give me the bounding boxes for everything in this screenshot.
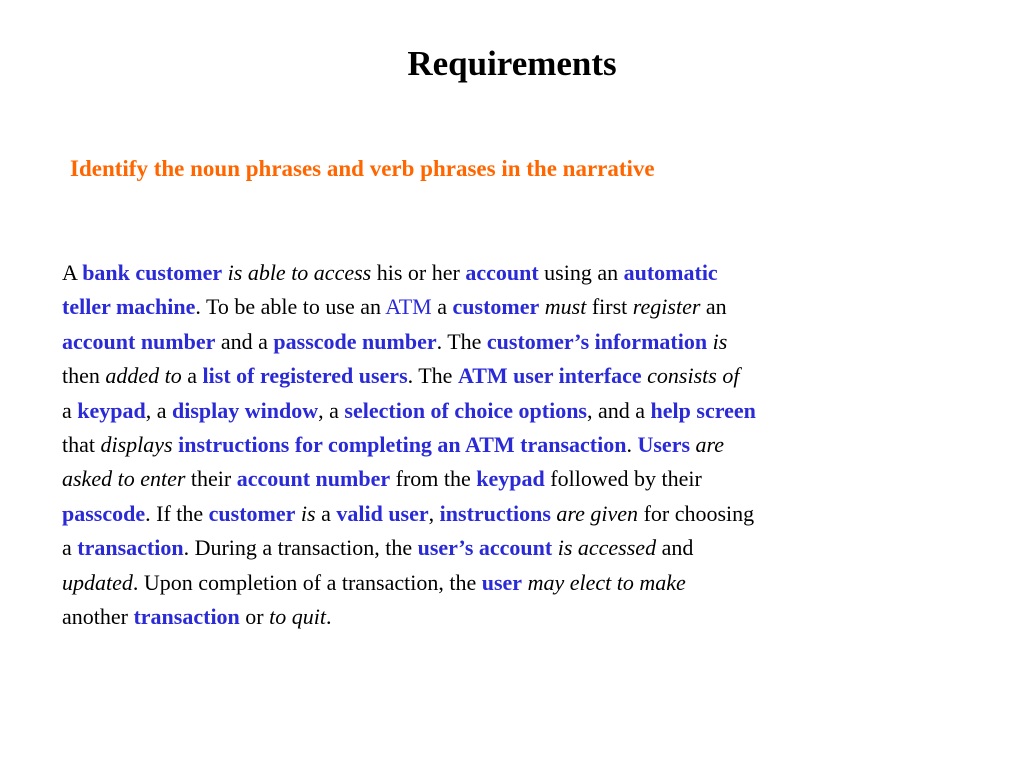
noun-phrase: teller machine [62, 294, 196, 320]
slide-subtitle: Identify the noun phrases and verb phrases in the narrative [70, 156, 655, 181]
narrative-text: . [626, 431, 638, 457]
narrative-text: from the [390, 466, 477, 492]
narrative-text: for choosing [638, 500, 755, 526]
narrative-line [62, 394, 982, 428]
verb-phrase: displays [100, 431, 173, 457]
noun-phrase: ATM user interface [457, 363, 642, 389]
narrative-line [62, 256, 982, 290]
narrative-text: . [325, 603, 332, 629]
noun-phrase: transaction [133, 603, 240, 629]
noun-phrase: bank customer [82, 260, 223, 285]
verb-phrase: is [300, 500, 316, 526]
narrative-text: , a [145, 397, 173, 423]
noun-phrase: transaction [77, 535, 184, 561]
noun-phrase: list of registered users [202, 363, 408, 389]
narrative-line [62, 428, 982, 462]
noun-phrase: customer [208, 500, 296, 526]
verb-phrase: updated [62, 569, 133, 595]
narrative-text: . During a transaction, the [183, 535, 418, 561]
noun-phrase: automatic [623, 260, 718, 285]
noun-phrase: instructions for completing an ATM transaction [178, 431, 627, 457]
narrative-line [62, 290, 982, 324]
noun-phrase: Users [637, 431, 691, 457]
narrative-text: another [62, 603, 134, 629]
noun-phrase: account number [236, 466, 391, 492]
noun-phrase: keypad [476, 466, 545, 492]
narrative-text: his or her [371, 260, 466, 285]
narrative-text: . The [407, 363, 458, 389]
narrative-text: their [185, 466, 237, 492]
narrative-text: a [431, 294, 453, 320]
noun-phrase: customer [452, 294, 540, 320]
verb-phrase: to quit [269, 603, 326, 629]
narrative-text: , [428, 500, 440, 526]
slide-title: Requirements [407, 44, 617, 83]
verb-phrase: are given [556, 500, 639, 526]
narrative-paragraph [62, 256, 982, 634]
verb-phrase: is [712, 328, 728, 354]
narrative-text: , a [318, 397, 345, 423]
narrative-line [62, 462, 982, 496]
verb-phrase: asked to enter [62, 466, 186, 492]
verb-phrase: may elect to make [527, 569, 686, 595]
noun-phrase: keypad [77, 397, 146, 423]
noun-phrase: user’s account [417, 535, 553, 561]
narrative-line [62, 566, 982, 600]
narrative-text: followed by their [544, 466, 702, 492]
narrative-text: a [62, 535, 78, 561]
narrative-line [62, 359, 982, 393]
noun-phrase: display window [172, 397, 319, 423]
narrative-text: then [62, 363, 106, 389]
narrative-text: A [62, 260, 83, 285]
noun-phrase: account [465, 260, 539, 285]
noun-phrase: account number [62, 328, 216, 354]
verb-phrase: register [632, 294, 701, 320]
narrative-text: . Upon completion of a transaction, the [132, 569, 482, 595]
narrative-text: using an [538, 260, 624, 285]
narrative-line [62, 325, 982, 359]
narrative-text: an [700, 294, 727, 320]
narrative-text: , and a [587, 397, 651, 423]
narrative-text: and [656, 535, 694, 561]
narrative-line [62, 531, 982, 565]
term: ATM [385, 294, 432, 320]
noun-phrase: customer’s information [486, 328, 708, 354]
verb-phrase: are [695, 431, 725, 457]
narrative-text: . To be able to use an [195, 294, 386, 320]
narrative-text: first [586, 294, 633, 320]
noun-phrase: selection of choice options [344, 397, 587, 423]
noun-phrase: valid user [336, 500, 429, 526]
noun-phrase: user [481, 569, 523, 595]
verb-phrase: is accessed [557, 535, 657, 561]
noun-phrase: passcode [62, 500, 146, 526]
narrative-text: a [62, 397, 78, 423]
narrative-text: that [62, 431, 101, 457]
verb-phrase: must [544, 294, 587, 320]
narrative-line [62, 497, 982, 531]
noun-phrase: instructions [439, 500, 551, 526]
narrative-line [62, 600, 982, 634]
narrative-text: . If the [145, 500, 209, 526]
noun-phrase: help screen [650, 397, 756, 423]
narrative-text: a [181, 363, 203, 389]
narrative-text: and a [215, 328, 274, 354]
verb-phrase: consists of [647, 363, 740, 389]
narrative-text: or [239, 603, 270, 629]
narrative-text: a [315, 500, 337, 526]
narrative-text: . The [436, 328, 487, 354]
noun-phrase: passcode number [273, 328, 437, 354]
verb-phrase: is able to access [227, 260, 372, 285]
verb-phrase: added to [105, 363, 182, 389]
